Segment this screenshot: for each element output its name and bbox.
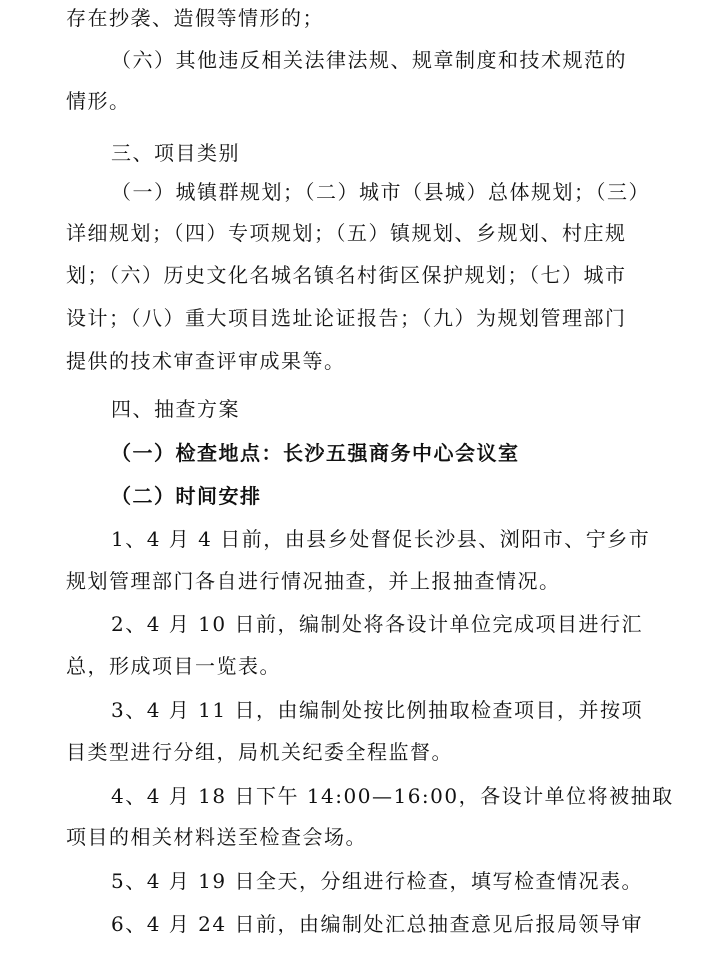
section-3-line-4: 设计；（八）重大项目选址论证报告；（九）为规划管理部门 (66, 306, 627, 330)
section-3-line-2: 详细规划；（四）专项规划；（五）镇规划、乡规划、村庄规 (66, 221, 627, 245)
inspection-location-heading: （一）检查地点：长沙五强商务中心会议室 (111, 441, 520, 465)
schedule-item-1-line-1: 1、4 月 4 日前，由县乡处督促长沙县、浏阳市、宁乡市 (111, 527, 651, 551)
schedule-item-4-line-2: 项目的相关材料送至检查会场。 (66, 825, 367, 849)
section-4-heading: 四、抽查方案 (111, 397, 240, 421)
schedule-heading: （二）时间安排 (111, 484, 262, 508)
section-3-heading: 三、项目类别 (111, 141, 240, 165)
section-3-line-5: 提供的技术审查评审成果等。 (66, 349, 346, 373)
item-6-line-1: （六）其他违反相关法律法规、规章制度和技术规范的 (111, 48, 627, 72)
schedule-item-5-line-1: 5、4 月 19 日全天，分组进行检查，填写检查情况表。 (111, 869, 643, 893)
schedule-item-1-line-2: 规划管理部门各自进行情况抽查，并上报抽查情况。 (66, 569, 561, 593)
schedule-item-6-line-1: 6、4 月 24 日前，由编制处汇总抽查意见后报局领导审 (111, 912, 643, 936)
schedule-item-4-line-1: 4、4 月 18 日下午 14:00—16:00，各设计单位将被抽取 (111, 784, 674, 808)
item-6-line-2: 情形。 (66, 89, 131, 113)
schedule-item-2-line-2: 总，形成项目一览表。 (66, 654, 281, 678)
schedule-item-3-line-2: 目类型进行分组，局机关纪委全程监督。 (66, 740, 453, 764)
section-3-line-3: 划；（六）历史文化名城名镇名村街区保护规划；（七）城市 (66, 263, 627, 287)
paragraph-line-1: 存在抄袭、造假等情形的； (66, 6, 324, 30)
section-3-line-1: （一）城镇群规划；（二）城市（县城）总体规划；（三） (111, 180, 650, 204)
schedule-item-2-line-1: 2、4 月 10 日前，编制处将各设计单位完成项目进行汇 (111, 612, 643, 636)
schedule-item-3-line-1: 3、4 月 11 日，由编制处按比例抽取检查项目，并按项 (111, 698, 643, 722)
